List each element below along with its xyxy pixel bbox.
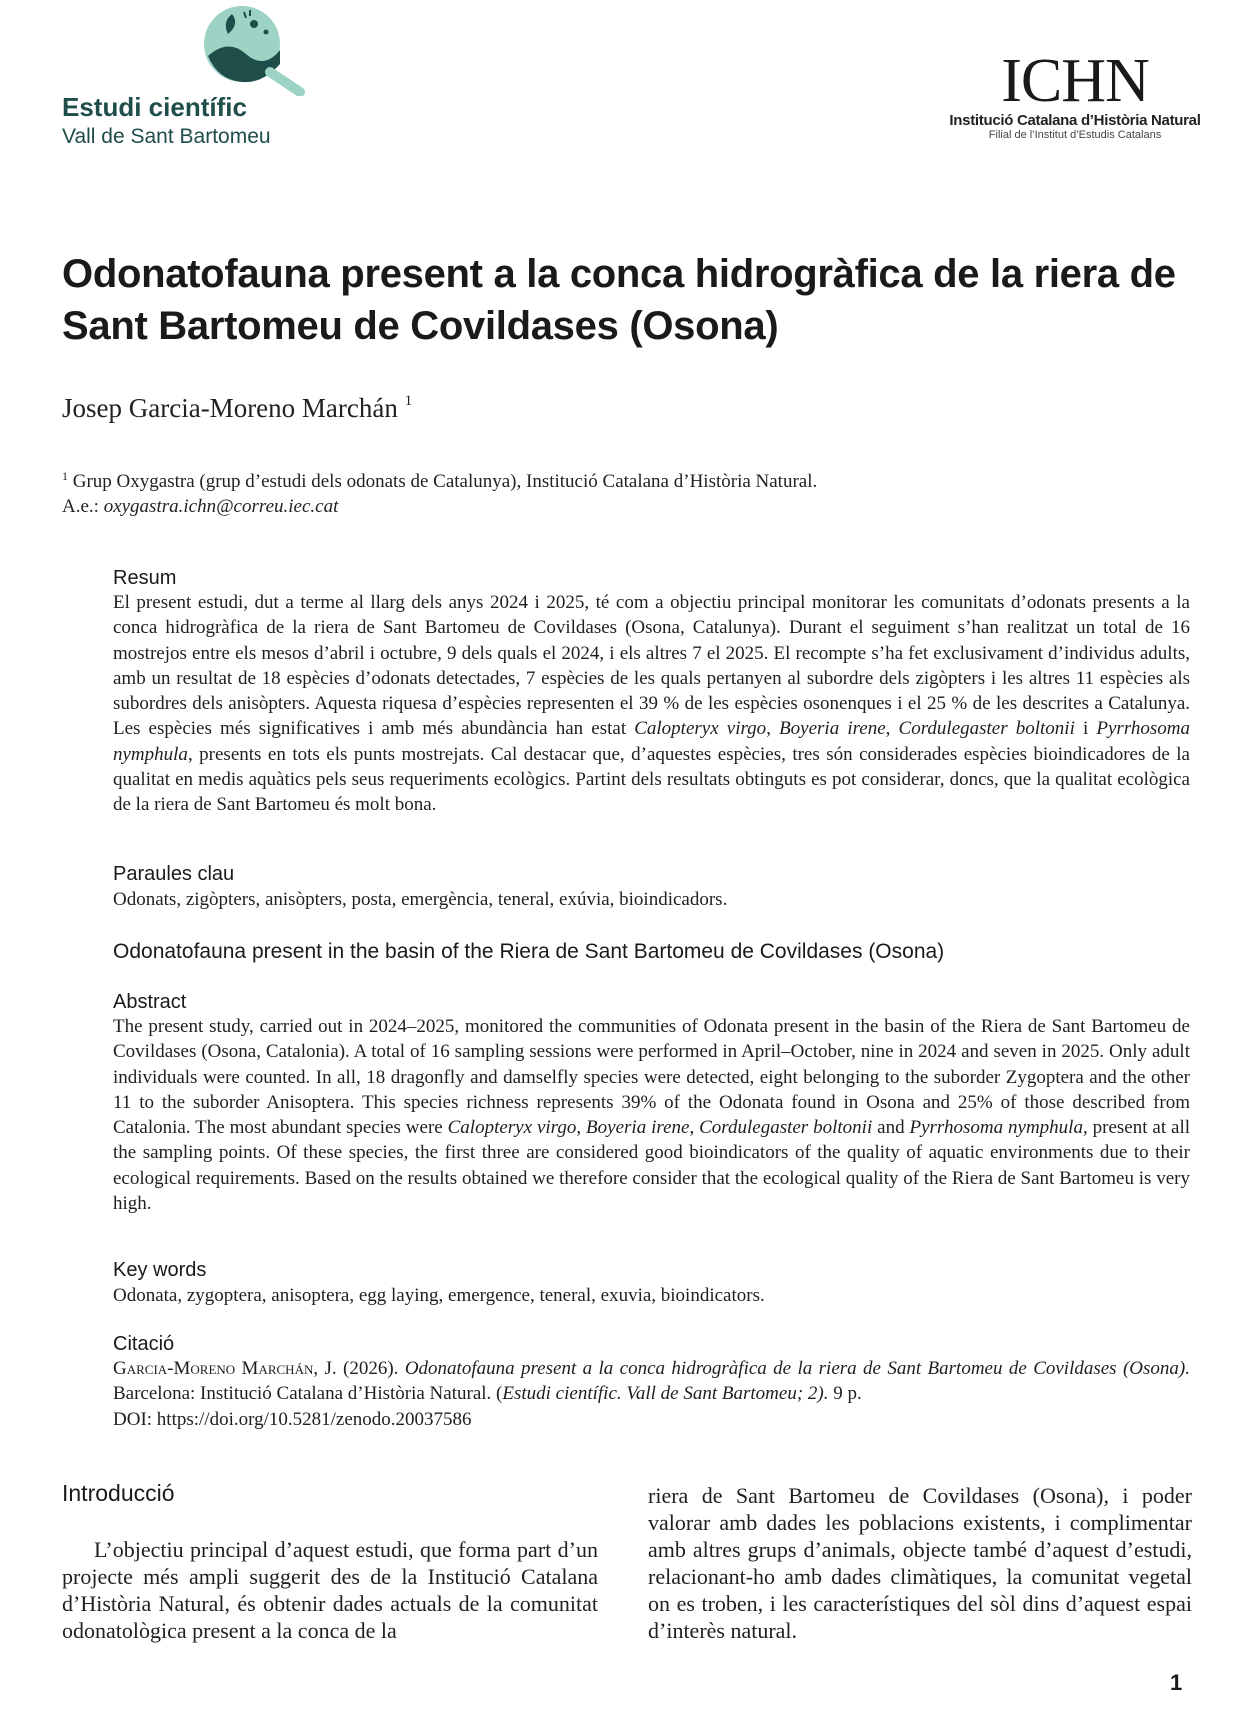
affiliation-text: Grup Oxygastra (grup d’estudi dels odonats de Catalunya), Institució Catalana d’Història Natural. (72, 471, 818, 492)
key-words-heading: Key words (113, 1259, 207, 1281)
citation-year: , J. (2026). (313, 1358, 405, 1379)
ichn-logo (940, 47, 1210, 150)
intro-column-1: L’objectiu principal d’aquest estudi, que forma part d’un projecte més ampli suggerit des de la Institució Catalana d’Història Natural, és obtenir dades actuals de la comunitat odonatològica present a la conca de la (62, 1537, 598, 1643)
resum-text (113, 590, 1190, 818)
resum-part1: El present estudi, dut a terme al llarg dels anys 2024 i 2025, té com a objectiu principal monitorar les comunitats d’odonats presents a la conca hidrogràfica de la riera de Sant Bartomeu de Covildases (Osona, Catalunya). Durant el seguiment s’han realitzat un total de 16 mostrejos entre els mesos d’abril i octubre, 9 dels quals el 2024, i els altres 7 el 2025. El recompte s’ha fet exclusivament d’individus adults, amb un resultat de 18 espècies d’odonats detectades, 7 espècies de les quals pertanyen al subordre dels zigòpters i les altres 11 espècies als subordres dels anisòpters. Aquesta riquesa d’espècies representen el 39 % de les espècies osonenques i el 25 % de les descrites a Catalunya. Les espècies més significatives i amb més abundància han estat (113, 592, 1190, 740)
magnifier-leaf-logo-icon (200, 4, 320, 96)
logo-subtitle: Vall de Sant Bartomeu (62, 125, 271, 148)
species-calopteryx: Calopteryx virgo (447, 1117, 577, 1139)
affiliation-line (62, 464, 817, 494)
key-words-text: Odonata, zygoptera, anisoptera, egg laying, emergence, teneral, exuvia, bioindicators. (113, 1285, 765, 1306)
ichn-name: Institució Catalana d’Història Natural (949, 112, 1201, 129)
citation-pages: 9 p. (828, 1383, 862, 1405)
species-pyrrhosoma: Pyrrhosoma nymphula (909, 1117, 1083, 1139)
ichn-acronym: ICHN (1001, 47, 1149, 115)
logo-title: Estudi científic (62, 92, 247, 122)
citation-reference (113, 1356, 1190, 1407)
citation-publisher: Barcelona: Institució Catalana d’Història Natural. ( (113, 1383, 503, 1405)
abstract-text (113, 1014, 1190, 1216)
estudi-cientific-logo (62, 4, 322, 154)
species-boyeria: Boyeria irene (779, 718, 886, 740)
species-pyrrhosoma: Pyrrhosoma nymphula (113, 718, 1190, 765)
author-line (62, 393, 412, 424)
page-title: Odonatofauna present a la conca hidrogràfica de la riera de Sant Bartomeu de Covildases (Osona) (62, 252, 1176, 348)
species-cordulegaster: Cordulegaster boltonii (699, 1117, 873, 1139)
english-title: Odonatofauna present in the basin of the Riera de Sant Bartomeu de Covildases (Osona) (113, 940, 945, 963)
page-number: 1 (1170, 1670, 1183, 1695)
author-name: Josep Garcia-Moreno Marchán (62, 393, 398, 423)
ichn-subtitle: Filial de l’Institut d’Estudis Catalans (988, 129, 1162, 141)
email-label: A.e.: (62, 496, 99, 517)
citacio-heading: Citació (113, 1333, 175, 1355)
abstract-part2: , present at all the sampling points. Of these species, the first three are considered good bioindicators of the quality of aquatic environments due to their ecological requirements. Based on the results obtained we therefore consider that the ecological quality of the Riera de Sant Bartomeu is very high. (113, 1117, 1191, 1215)
author-affil-mark: 1 (404, 393, 413, 409)
email-link[interactable]: oxygastra.ichn@correu.iec.cat (103, 496, 339, 517)
species-cordulegaster: Cordulegaster boltonii (898, 718, 1075, 740)
abstract-part1: The present study, carried out in 2024–2025, monitored the communities of Odonata present in the basin of the Riera de Sant Bartomeu de Covildases (Osona, Catalonia). A total of 16 sampling sessions were performed in April–October, nine in 2024 and seven in 2025. Only adult individuals were counted. In all, 18 dragonfly and damselfly species were detected, eight belonging to the suborder Zygoptera and the other 11 to the suborder Anisoptera. This species richness represents 39% of the Odonata found in Osona and 25% of those described from Catalonia. The most abundant species were (113, 1016, 1190, 1139)
abstract-sep: , (689, 1117, 700, 1139)
paraules-clau-text: Odonats, zigòpters, anisòpters, posta, emergència, teneral, exúvia, bioindicadors. (113, 889, 728, 910)
abstract-sep: , (576, 1117, 587, 1139)
citation-series: Estudi científic. Vall de Sant Bartomeu; 2). (502, 1383, 829, 1405)
introduccio-heading: Introducció (62, 1480, 175, 1506)
affiliation (62, 464, 817, 519)
citation-author: Garcia-Moreno Marchán (113, 1358, 314, 1379)
intro-column-2: riera de Sant Bartomeu de Covildases (Osona), i poder valorar amb dades les poblacions existents, i complimentar amb altres grups d’animals, objecte també d’aquest d’estudi, relacionant-ho amb dades climàtiques, la comunitat vegetal on es troben, i les característiques del sòl dins d’aquest espai d’interès natural. (648, 1483, 1192, 1643)
email-line (62, 494, 817, 519)
species-boyeria: Boyeria irene (586, 1117, 690, 1139)
abstract-sep: and (872, 1117, 910, 1139)
citation-title: Odonatofauna present a la conca hidrogràfica de la riera de Sant Bartomeu de Covildases (Osona). (404, 1358, 1190, 1379)
resum-sep: , (766, 718, 780, 740)
resum-heading: Resum (113, 567, 177, 589)
resum-sep: i (1074, 718, 1097, 740)
resum-part2: , presents en tots els punts mostrejats. Cal destacar que, d’aquestes espècies, tres són considerades espècies bioindicadores de la qualitat en medis aquàtics pels seus requeriments ecològics. Partint dels resultats obtinguts es pot considerar, doncs, que la qualitat ecològica de la riera de Sant Bartomeu és molt bona. (113, 743, 1190, 816)
abstract-heading: Abstract (113, 991, 187, 1013)
citacio-text (113, 1356, 1190, 1432)
resum-sep: , (885, 718, 899, 740)
doi-link[interactable]: DOI: https://doi.org/10.5281/zenodo.20037586 (113, 1408, 472, 1430)
paraules-clau-heading: Paraules clau (113, 863, 235, 885)
affil-mark: 1 (62, 469, 68, 483)
species-calopteryx: Calopteryx virgo (634, 718, 767, 740)
